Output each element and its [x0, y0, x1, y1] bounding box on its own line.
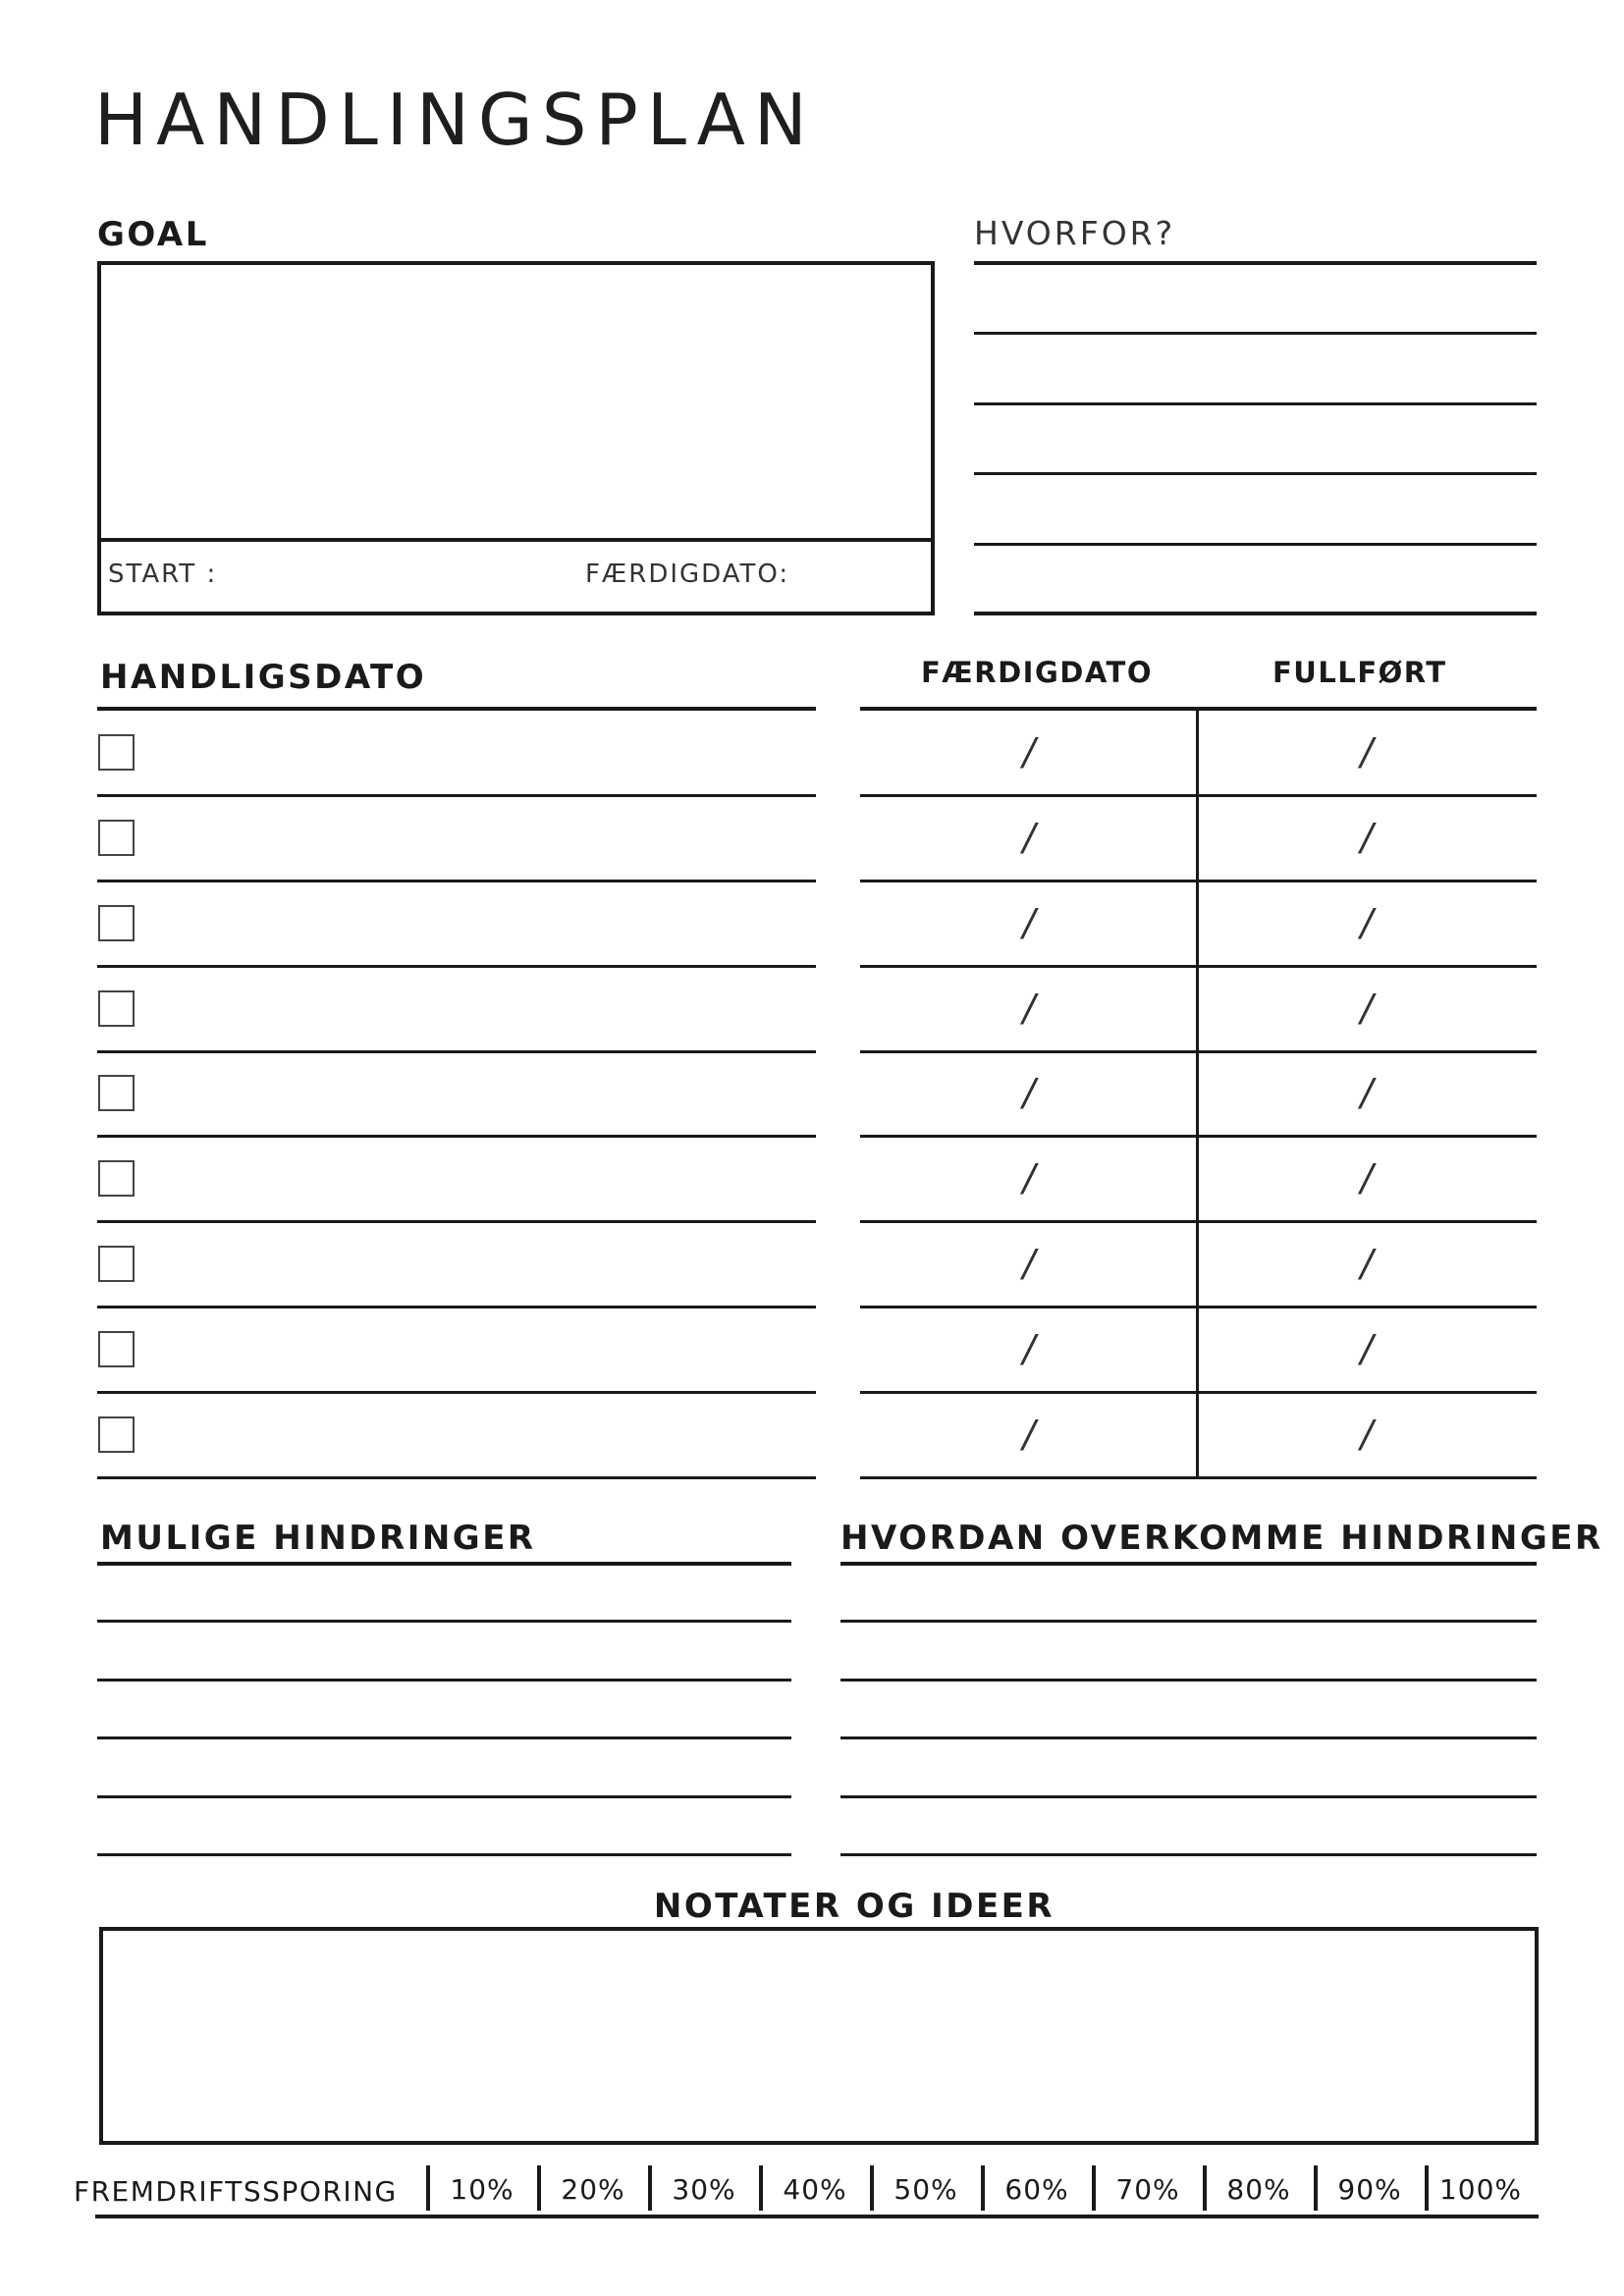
overcome-heading: HVORDAN OVERKOMME HINDRINGER — [840, 1519, 1603, 1558]
action-due-date-separator[interactable]: / — [1022, 901, 1036, 944]
action-done-date-separator[interactable]: / — [1360, 1071, 1374, 1114]
progress-step[interactable]: 30% — [672, 2173, 736, 2206]
action-row-line — [97, 880, 816, 882]
action-due-date-separator[interactable]: / — [1022, 1242, 1036, 1285]
why-line[interactable] — [974, 472, 1537, 475]
goal-due-label: FÆRDIGDATO: — [585, 560, 790, 589]
actions-due-column-header: FÆRDIGDATO — [921, 656, 1153, 689]
action-row-line — [97, 794, 816, 797]
goal-divider — [97, 538, 935, 542]
action-row-line — [860, 1306, 1537, 1308]
why-line[interactable] — [974, 543, 1537, 546]
action-row-line — [860, 965, 1537, 968]
action-done-date-separator[interactable]: / — [1360, 1156, 1374, 1200]
obstacles-line[interactable] — [97, 1853, 791, 1856]
action-checkbox[interactable] — [98, 1246, 135, 1282]
action-done-date-separator[interactable]: / — [1360, 730, 1374, 774]
goal-box[interactable] — [97, 261, 935, 615]
action-row-line — [860, 880, 1537, 882]
action-due-date-separator[interactable]: / — [1022, 1156, 1036, 1200]
obstacles-line[interactable] — [97, 1736, 791, 1739]
overcome-line[interactable] — [840, 1853, 1537, 1856]
action-due-date-separator[interactable]: / — [1022, 816, 1036, 859]
obstacles-line[interactable] — [97, 1562, 791, 1566]
goal-heading: GOAL — [97, 215, 209, 254]
notes-box[interactable] — [99, 1927, 1539, 2145]
action-due-date-separator[interactable]: / — [1022, 1327, 1036, 1370]
progress-step[interactable]: 20% — [561, 2173, 625, 2206]
action-task-field[interactable] — [147, 1395, 815, 1472]
obstacles-heading: MULIGE HINDRINGER — [100, 1519, 536, 1558]
actions-header-line — [97, 707, 816, 711]
progress-label: FREMDRIFTSSPORING — [74, 2175, 398, 2208]
progress-baseline — [95, 2215, 1539, 2218]
action-row-line — [860, 1135, 1537, 1138]
progress-step[interactable]: 10% — [450, 2173, 514, 2206]
action-due-date-separator[interactable]: / — [1022, 1071, 1036, 1114]
action-task-field[interactable] — [147, 1139, 815, 1216]
action-row-line — [97, 1476, 816, 1479]
why-heading: HVORFOR? — [974, 214, 1176, 252]
action-checkbox[interactable] — [98, 1331, 135, 1367]
action-checkbox[interactable] — [98, 1160, 135, 1197]
action-done-date-separator[interactable]: / — [1360, 901, 1374, 944]
overcome-line[interactable] — [840, 1736, 1537, 1739]
action-done-date-separator[interactable]: / — [1360, 1413, 1374, 1456]
goal-start-label: START : — [108, 560, 218, 589]
action-done-date-separator[interactable]: / — [1360, 1242, 1374, 1285]
action-task-field[interactable] — [147, 1309, 815, 1387]
overcome-line[interactable] — [840, 1679, 1537, 1682]
why-line[interactable] — [974, 612, 1537, 615]
page-title: HANDLINGSPLAN — [94, 79, 816, 161]
action-done-date-separator[interactable]: / — [1360, 1327, 1374, 1370]
progress-step[interactable]: 90% — [1337, 2173, 1402, 2206]
action-row-line — [860, 1050, 1537, 1053]
obstacles-line[interactable] — [97, 1795, 791, 1798]
progress-step[interactable]: 60% — [1004, 2173, 1069, 2206]
action-task-field[interactable] — [147, 1224, 815, 1302]
obstacles-line[interactable] — [97, 1679, 791, 1682]
actions-heading: HANDLIGSDATO — [100, 658, 427, 697]
action-task-field[interactable] — [147, 798, 815, 876]
progress-step[interactable]: 100% — [1438, 2173, 1523, 2206]
action-task-field[interactable] — [147, 1053, 815, 1131]
notes-heading: NOTATER OG IDEER — [653, 1887, 1056, 1926]
obstacles-line[interactable] — [97, 1620, 791, 1623]
why-line[interactable] — [974, 261, 1537, 265]
action-task-field[interactable] — [147, 883, 815, 961]
action-row-line — [97, 1220, 816, 1223]
action-done-date-separator[interactable]: / — [1360, 987, 1374, 1030]
action-due-date-separator[interactable]: / — [1022, 730, 1036, 774]
action-checkbox[interactable] — [98, 1416, 135, 1453]
progress-step[interactable]: 50% — [893, 2173, 958, 2206]
action-checkbox[interactable] — [98, 1075, 135, 1111]
action-row-line — [97, 965, 816, 968]
action-row-line — [97, 1306, 816, 1308]
overcome-line[interactable] — [840, 1795, 1537, 1798]
action-done-date-separator[interactable]: / — [1360, 816, 1374, 859]
action-task-field[interactable] — [147, 713, 815, 790]
action-due-date-separator[interactable]: / — [1022, 1413, 1036, 1456]
actions-column-divider — [1196, 709, 1199, 1478]
progress-step[interactable]: 40% — [783, 2173, 847, 2206]
actions-done-column-header: FULLFØRT — [1272, 656, 1447, 689]
action-checkbox[interactable] — [98, 820, 135, 856]
overcome-line[interactable] — [840, 1562, 1537, 1566]
action-row-line — [860, 1391, 1537, 1394]
action-row-line — [97, 1135, 816, 1138]
action-checkbox[interactable] — [98, 905, 135, 941]
action-row-line — [860, 794, 1537, 797]
action-row-line — [860, 1476, 1537, 1479]
action-due-date-separator[interactable]: / — [1022, 987, 1036, 1030]
why-line[interactable] — [974, 332, 1537, 335]
overcome-line[interactable] — [840, 1620, 1537, 1623]
action-checkbox[interactable] — [98, 990, 135, 1027]
progress-step[interactable]: 80% — [1226, 2173, 1291, 2206]
why-line[interactable] — [974, 402, 1537, 405]
action-row-line — [860, 1220, 1537, 1223]
action-task-field[interactable] — [147, 969, 815, 1046]
action-row-line — [97, 1391, 816, 1394]
action-checkbox[interactable] — [98, 734, 135, 771]
progress-step[interactable]: 70% — [1115, 2173, 1180, 2206]
